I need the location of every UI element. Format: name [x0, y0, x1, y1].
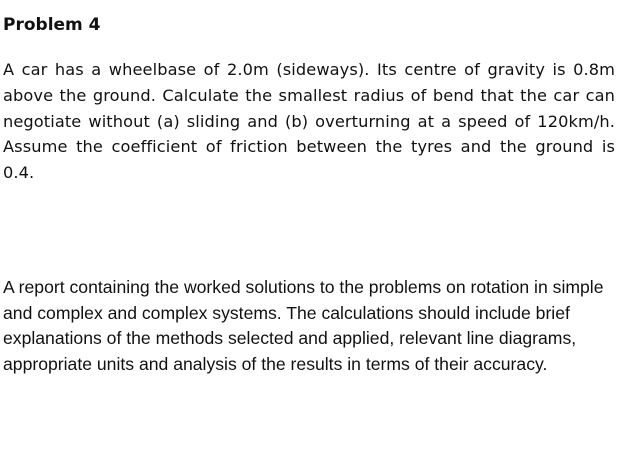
- problem-title: Problem 4: [3, 15, 101, 35]
- problem-statement: A car has a wheelbase of 2.0m (sideways). Its centre of gravity is 0.8m above the ground. Calculate the smallest radius of bend that the car can negotiate without (a) sliding and (b) overturning at a speed of 120km/h. Assume the coefficient of friction between the tyres and the ground is 0.4.: [3, 60, 615, 183]
- report-description: A report containing the worked solutions to the problems on rotation in simple and complex and complex systems. The calculations should include brief explanations of the methods selected and applied, relevant line diagrams, appropriate units and analysis of the results in terms of their accuracy.: [3, 277, 604, 374]
